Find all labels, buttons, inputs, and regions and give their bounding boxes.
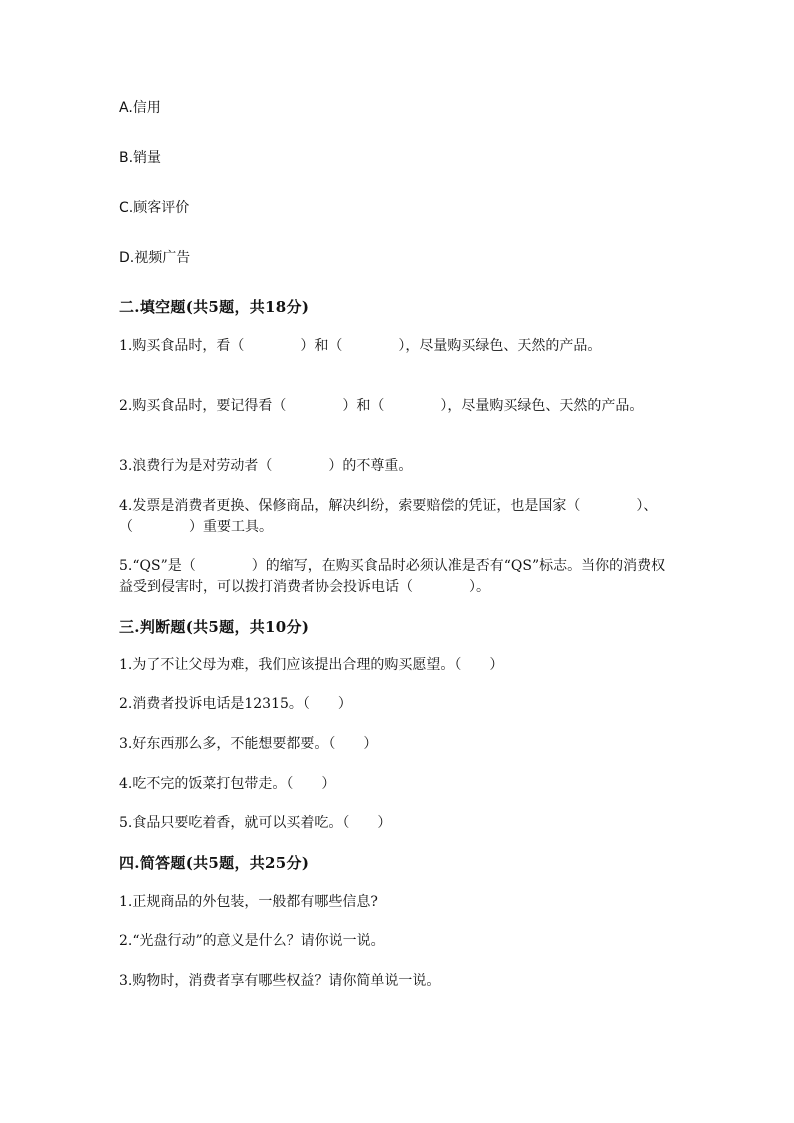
question-item: 1.为了不让父母为难，我们应该提出合理的购买愿望。（ ） [119,657,504,673]
section-title-short-answer: 四.简答题(共5题，共25分) [119,854,310,872]
option-d: D.视频广告 [119,250,191,266]
question-item: 5.食品只要吃着香，就可以买着吃。（ ） [119,815,392,831]
question-item: 3.好东西那么多，不能想要都要。（ ） [119,736,378,752]
question-item: 1.购买食品时，看（ ）和（ ），尽量购买绿色、天然的产品。 [119,338,602,354]
question-item: 2.购买食品时，要记得看（ ）和（ ），尽量购买绿色、天然的产品。 [119,398,644,414]
question-item: 4.吃不完的饭菜打包带走。（ ） [119,776,336,792]
question-item: 3.购物时，消费者享有哪些权益？请你简单说一说。 [119,973,441,989]
question-item: 5.“QS”是（ ）的缩写，在购买食品时必须认准是否有“QS”标志。当你的消费权益受到侵害时，可以拨打消费者协会投诉电话（ ）。 [119,558,666,595]
question-item: 3.浪费行为是对劳动者（ ）的不尊重。 [119,458,413,474]
section-title-true-false: 三.判断题(共5题，共10分) [119,618,310,636]
question-item: 2.“光盘行动”的意义是什么？请你说一说。 [119,933,385,949]
option-b: B.销量 [119,150,162,166]
option-a: A.信用 [119,100,161,116]
question-item: 1.正规商品的外包装，一般都有哪些信息? [119,894,378,910]
question-item: 4.发票是消费者更换、保修商品，解决纠纷，索要赔偿的凭证，也是国家（ ）、（ ）重要工具。 [119,498,658,535]
question-item: 2.消费者投诉电话是12315。（ ） [119,696,352,712]
section-title-fill-blank: 二.填空题(共5题，共18分) [119,298,310,316]
option-c: C.顾客评价 [119,200,190,216]
